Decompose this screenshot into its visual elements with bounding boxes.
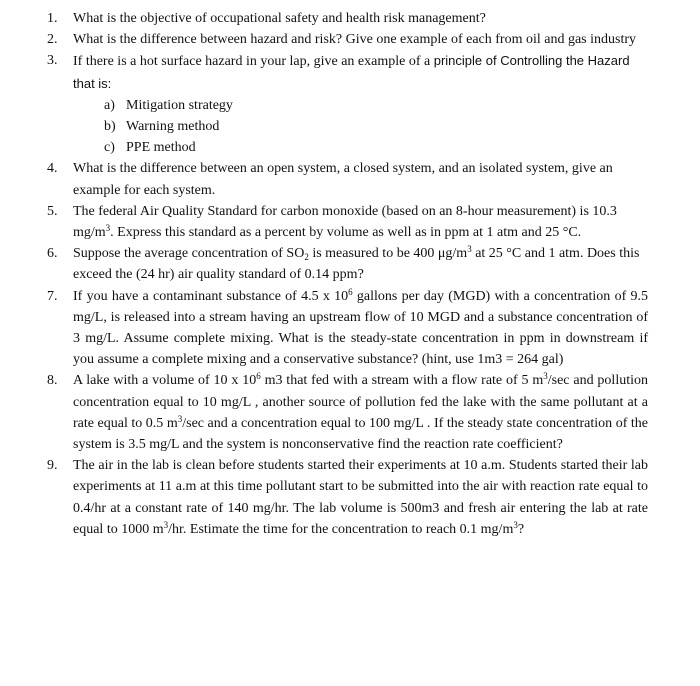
question-text [73, 458, 648, 537]
text-part: If you have a contaminant substance of 4.5 x 10 [73, 288, 349, 304]
question-text: What is the objective of occupational safety and health risk management? [73, 11, 486, 26]
question-2 [0, 29, 700, 50]
question-text [73, 54, 630, 91]
text-part: The air in the lab is clean before students started their experiments at 10 a.m. Students started their lab experiments at 11 a.m at this time pollutant start to be submitted into the air with reaction rate equal to 0.4/hr at a constant rate of 140 mg/hr. The lab volume is 500m3 and fresh air entering the lab at rate equal to 1000 m [73, 458, 648, 537]
question-5 [0, 201, 700, 243]
subitem-text: Warning method [126, 119, 220, 135]
superscript: 6 [348, 286, 353, 297]
superscript: 3 [467, 244, 472, 255]
question-number: 6. [47, 246, 58, 262]
text-part: ? [517, 521, 525, 537]
subitem-letter: b) [104, 119, 116, 135]
question-1 [0, 8, 700, 29]
question-6 [0, 243, 700, 285]
superscript: 3 [513, 519, 518, 530]
question-number: 3. [47, 53, 58, 69]
question-7 [0, 286, 700, 371]
question-number: 9. [47, 458, 58, 474]
text-part: /sec and a concentration equal to 100 mg/L . If the steady state concentration of the system is 3.5 mg/L and the system is nonconservative find the reaction rate coefficient? [73, 415, 649, 453]
text-part: Suppose the average concentration of SO [73, 246, 305, 262]
question-text [73, 246, 639, 282]
question-4 [0, 158, 700, 200]
subitem-c [73, 137, 648, 158]
text-part: A lake with a volume of 10 x 10 [73, 373, 257, 389]
question-3 [0, 50, 700, 158]
superscript: 6 [256, 371, 261, 382]
subitem-a [73, 95, 648, 116]
text-part: is measured to be 400 μg/m [308, 246, 468, 262]
question-number: 1. [47, 11, 58, 26]
question-text: What is the difference between an open system, a closed system, and an isolated system, give an example for each system. [73, 161, 613, 198]
question-8 [0, 370, 700, 455]
question-text-serif: If there is a hot surface hazard in your lap, give an example of a [73, 54, 434, 70]
question-text-sans: principle of Controlling the Hazard that is: [73, 53, 630, 91]
question-number: 7. [47, 288, 58, 304]
question-number: 4. [47, 161, 58, 177]
question-number: 2. [47, 32, 58, 48]
question-9 [0, 455, 700, 540]
subitem-letter: a) [104, 97, 115, 113]
question-text [73, 373, 648, 452]
question-text [73, 286, 648, 368]
text-part: at 25 °C and 1 atm. Does this exceed the (24 hr) air quality standard of 0.14 ppm? [73, 246, 640, 283]
question-text: What is the difference between hazard and risk? Give one example of each from oil and gas industry [73, 32, 637, 48]
text-part: /hr. Estimate the time for the concentration to reach 0.1 mg/m [168, 521, 514, 537]
question-text [73, 204, 617, 240]
superscript: 3 [177, 413, 183, 424]
subitem-text: PPE method [126, 140, 196, 156]
superscript: 3 [163, 519, 169, 530]
text-part: m3 that fed with a stream with a flow rate of 5 m [260, 373, 544, 389]
text-part: The federal Air Quality Standard for carbon monoxide (based on an 8-hour measurement) is 10.3 mg/m [73, 203, 617, 241]
text-part: gallons per day (MGD) with a concentration of 9.5 mg/L, is released into a stream having an upstream flow of 10 MGD and a substance concentration of 3 mg/L. Assume complete mixing. What is the steady-state concentration in ppm in downstream if you assume a complete mixing and a conservative substance? (hint, use 1m3 = 264 gal) [73, 288, 648, 368]
question-number: 5. [47, 203, 58, 219]
subitem-list [73, 95, 648, 159]
text-part: . Express this standard as a percent by volume as well as in ppm at 1 atm and 25 °C. [110, 225, 582, 241]
text-part: /sec and pollution concentration equal to 10 mg/L , another source of pollution fed the lake with the same pollutant at a rate equal to 0.5 m [73, 373, 648, 431]
question-list [0, 8, 700, 540]
superscript: 3 [105, 223, 111, 234]
subitem-text: Mitigation strategy [126, 97, 233, 113]
question-number: 8. [47, 373, 58, 389]
subitem-b [73, 116, 648, 137]
subitem-letter: c) [104, 140, 115, 156]
superscript: 3 [543, 371, 548, 382]
subscript: 2 [304, 252, 309, 263]
